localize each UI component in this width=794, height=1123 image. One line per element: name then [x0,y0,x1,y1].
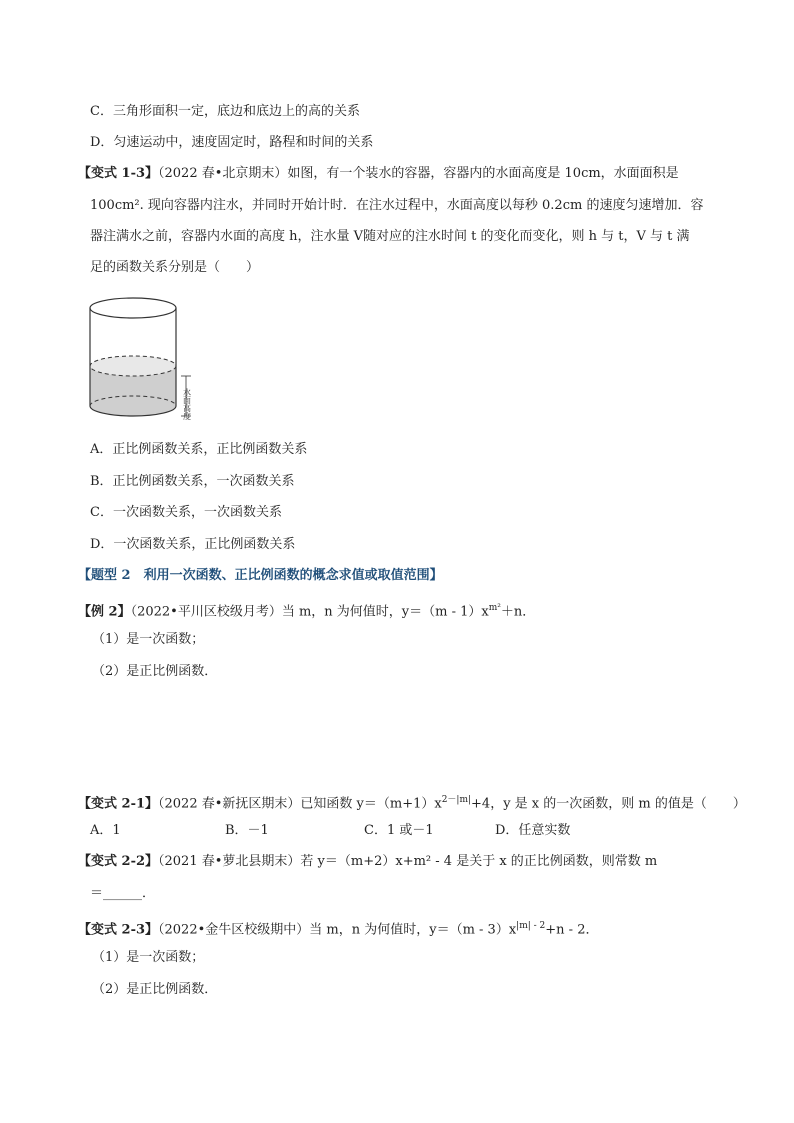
v21-option-d: D．任意实数 [495,823,571,838]
variant-tag: 【变式 1-3】 [78,166,159,181]
example-2-stem [78,598,535,622]
variant-1-3-line4: 足的函数关系分别是（ ） [90,260,260,275]
variant-text-end: +n - 2． [545,922,599,938]
v21-option-a: A．1 [90,823,121,838]
variant-2-3-part2: （2）是正比例函数． [92,982,218,997]
section-heading: 【题型 2 利用一次函数、正比例函数的概念求值或取值范围】 [78,568,443,583]
variant-1-3-line1 [78,164,679,184]
exponent: |m| - 2 [516,921,546,931]
variant-2-1-stem [78,790,746,814]
variant-2-3-stem [78,916,598,940]
container-figure [86,294,216,426]
v21-option-b: B．－1 [225,823,269,838]
example-2-part2: （2）是正比例函数． [92,664,218,679]
v13-option-b: B．正比例函数关系，一次函数关系 [90,474,295,489]
exponent: 2－|m| [441,795,472,805]
example-tag: 【例 2】 [78,604,131,620]
option-c: C．三角形面积一定，底边和底边上的高的关系 [90,104,360,119]
variant-2-2-line2: ＝______． [90,886,156,901]
variant-2-3-part1: （1）是一次函数； [92,950,205,965]
variant-text: （2021 春•萝北县期末）若 y＝（m+2）x+m² - 4 是关于 x 的正比例函数，则常数 m [158,854,658,869]
exponent: m² [488,603,501,613]
v13-option-c: C．一次函数关系，一次函数关系 [90,505,282,520]
example-text: （2022•平川区校级月考）当 m，n 为何值时，y＝（m - 1）x [130,604,489,620]
water-height-label: 水面高度 [182,388,192,420]
v21-option-c: C．1 或－1 [364,823,434,838]
variant-tag: 【变式 2-1】 [78,796,159,812]
v13-option-a: A．正比例函数关系，正比例函数关系 [90,442,308,457]
variant-text: （2022 春•新抚区期末）已知函数 y＝（m+1）x [158,796,442,812]
variant-tag: 【变式 2-2】 [78,854,159,869]
example-text-end: ＋n． [500,604,536,620]
variant-tag: 【变式 2-3】 [78,922,159,938]
variant-2-2-line1 [78,852,657,872]
option-d: D．匀速运动中，速度固定时，路程和时间的关系 [90,135,374,150]
variant-1-3-line2: 100cm². 现向容器内注水，并同时开始计时．在注水过程中，水面高度以每秒 0.2cm 的速度匀速增加．容 [90,198,704,213]
v13-option-d: D．一次函数关系，正比例函数关系 [90,537,296,552]
variant-1-3-line3: 器注满水之前，容器内水面的高度 h，注水量 V随对应的注水时间 t 的变化而变化，则 h 与 t，V 与 t 满 [90,229,690,244]
variant-text-end: +4，y 是 x 的一次函数，则 m 的值是（ ） [471,796,746,812]
variant-text: （2022 春•北京期末）如图，有一个装水的容器，容器内的水面高度是 10cm，水面面积是 [158,166,679,181]
variant-text: （2022•金牛区校级期中）当 m，n 为何值时，y＝（m - 3）x [158,922,517,938]
example-2-part1: （1）是一次函数； [92,632,205,647]
